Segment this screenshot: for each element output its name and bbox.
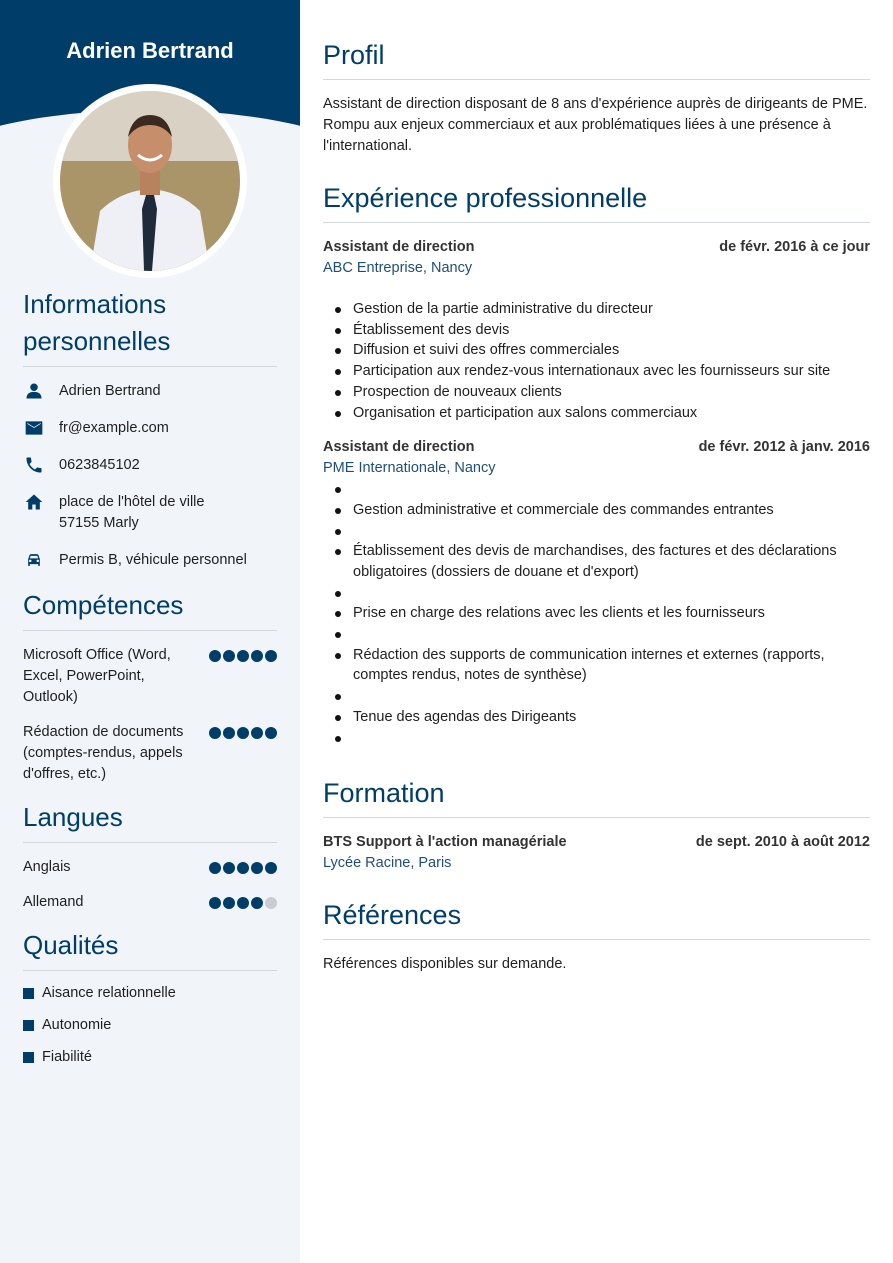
bullet-item: Gestion administrative et commerciale des commandes entrantes — [323, 500, 870, 521]
skill-rating — [209, 722, 277, 785]
bullet-item: Diffusion et suivi des offres commerciales — [323, 340, 870, 361]
contact-license: Permis B, véhicule personnel — [59, 552, 247, 568]
education-entry-header — [323, 832, 870, 853]
car-icon — [23, 550, 45, 570]
references-section — [323, 896, 870, 975]
language-name: Anglais — [23, 859, 71, 875]
bullet-item: Prospection de nouveaux clients — [323, 382, 870, 403]
qualities-heading: Qualités — [23, 927, 277, 971]
square-bullet-icon — [23, 1052, 34, 1063]
rating-dot-filled — [209, 650, 221, 662]
contact-name-row — [23, 381, 277, 402]
rating-dot-filled — [237, 727, 249, 739]
skill-name: Rédaction de documents (comptes-rendus, appels d'offres, etc.) — [23, 724, 184, 782]
language-name: Allemand — [23, 894, 84, 910]
contact-phone-row — [23, 455, 277, 476]
bullet-item: Rédaction des supports de communication internes et externes (rapports, comptes rendus, notes de synthèse) — [323, 645, 870, 686]
bullet-item: Prise en charge des relations avec les clients et les fournisseurs — [323, 603, 870, 624]
sidebar — [0, 0, 300, 1263]
job-dates: de févr. 2012 à janv. 2016 — [698, 439, 870, 456]
quality-item: Autonomie — [23, 1017, 277, 1033]
profile-photo — [60, 91, 240, 271]
language-rating — [209, 892, 277, 913]
rating-dot-filled — [223, 727, 235, 739]
contact-address-row — [23, 492, 277, 534]
rating-dot-filled — [251, 650, 263, 662]
home-icon — [23, 492, 45, 512]
rating-dot-filled — [237, 650, 249, 662]
contact-address-line-1: place de l'hôtel de ville — [59, 494, 205, 510]
rating-dot-filled — [237, 862, 249, 874]
experience-entry-header — [323, 237, 870, 258]
profile-section — [323, 36, 870, 157]
contact-name: Adrien Bertrand — [59, 383, 161, 399]
quality-item: Fiabilité — [23, 1049, 277, 1065]
contact-email[interactable]: fr@example.com — [59, 420, 169, 436]
company-name: ABC Entreprise, Nancy — [323, 260, 473, 276]
job-dates: de févr. 2016 à ce jour — [719, 239, 870, 255]
rating-dot-filled — [251, 727, 263, 739]
sidebar-content — [23, 286, 277, 1081]
language-rating — [209, 857, 277, 878]
rating-dot-filled — [265, 650, 277, 662]
references-heading: Références — [323, 896, 870, 940]
bullet-item — [323, 686, 870, 707]
skill-rating — [209, 645, 277, 708]
main-content — [323, 36, 870, 975]
job-title: Assistant de direction — [323, 439, 475, 456]
rating-dot-filled — [265, 727, 277, 739]
bullet-item: Participation aux rendez-vous internationaux avec les fournisseurs sur site — [323, 361, 870, 382]
skill-name: Microsoft Office (Word, Excel, PowerPoint, Outlook) — [23, 647, 171, 705]
profile-photo-frame — [53, 84, 247, 278]
company-name: PME Internationale, Nancy — [323, 460, 496, 477]
bullet-item — [323, 521, 870, 542]
references-text: Références disponibles sur demande. — [323, 956, 567, 973]
skill-row — [23, 722, 277, 785]
bullet-item — [323, 624, 870, 645]
job-bullet-list — [323, 479, 870, 748]
phone-icon — [23, 455, 45, 475]
rating-dot-filled — [251, 897, 263, 909]
school-name: Lycée Racine, Paris — [323, 855, 452, 872]
experience-entry — [323, 237, 870, 423]
rating-dot-filled — [209, 862, 221, 874]
rating-dot-empty — [265, 897, 277, 909]
bullet-item — [323, 583, 870, 604]
rating-dot-filled — [251, 862, 263, 874]
square-bullet-icon — [23, 1020, 34, 1031]
contact-address-line-2: 57155 Marly — [59, 515, 139, 531]
profile-text: Assistant de direction disposant de 8 ans d'expérience auprès de dirigeants de PME. Rompu aux enjeux commerciaux et aux problématiques liées à une présence à l'international. — [323, 96, 868, 154]
personal-info-heading: Informations personnelles — [23, 286, 277, 367]
rating-dot-filled — [265, 862, 277, 874]
job-title: Assistant de direction — [323, 239, 475, 255]
bullet-item — [323, 728, 870, 749]
language-row — [23, 892, 277, 913]
rating-dot-filled — [223, 897, 235, 909]
profile-photo-illustration — [60, 91, 240, 271]
language-row — [23, 857, 277, 878]
quality-item: Aisance relationnelle — [23, 985, 277, 1001]
bullet-item: Tenue des agendas des Dirigeants — [323, 707, 870, 728]
contact-license-row — [23, 550, 277, 571]
education-section — [323, 774, 870, 874]
rating-dot-filled — [209, 727, 221, 739]
bullet-item — [323, 479, 870, 500]
rating-dot-filled — [209, 897, 221, 909]
experience-heading: Expérience professionnelle — [323, 179, 870, 223]
candidate-name: Adrien Bertrand — [66, 38, 234, 63]
languages-heading: Langues — [23, 799, 277, 843]
education-heading: Formation — [323, 774, 870, 818]
bullet-item: Établissement des devis — [323, 320, 870, 341]
bullet-item: Établissement des devis de marchandises, des factures et des déclarations obligatoires (dossiers de douane et d'export) — [323, 541, 870, 582]
experience-entry-header — [323, 437, 870, 458]
person-icon — [23, 381, 45, 401]
skill-row — [23, 645, 277, 708]
bullet-item: Organisation et participation aux salons commerciaux — [323, 403, 870, 424]
rating-dot-filled — [223, 650, 235, 662]
contact-phone[interactable]: 0623845102 — [59, 457, 140, 473]
experience-entry — [323, 437, 870, 748]
contact-email-row — [23, 418, 277, 439]
rating-dot-filled — [237, 897, 249, 909]
square-bullet-icon — [23, 988, 34, 999]
degree-dates: de sept. 2010 à août 2012 — [695, 834, 870, 851]
profile-heading: Profil — [323, 36, 870, 80]
bullet-item: Gestion de la partie administrative du directeur — [323, 299, 870, 320]
experience-section — [323, 179, 870, 748]
job-bullet-list — [323, 299, 870, 423]
degree-title: BTS Support à l'action managériale — [323, 834, 567, 851]
email-icon — [23, 418, 45, 438]
skills-heading: Compétences — [23, 587, 277, 631]
rating-dot-filled — [223, 862, 235, 874]
